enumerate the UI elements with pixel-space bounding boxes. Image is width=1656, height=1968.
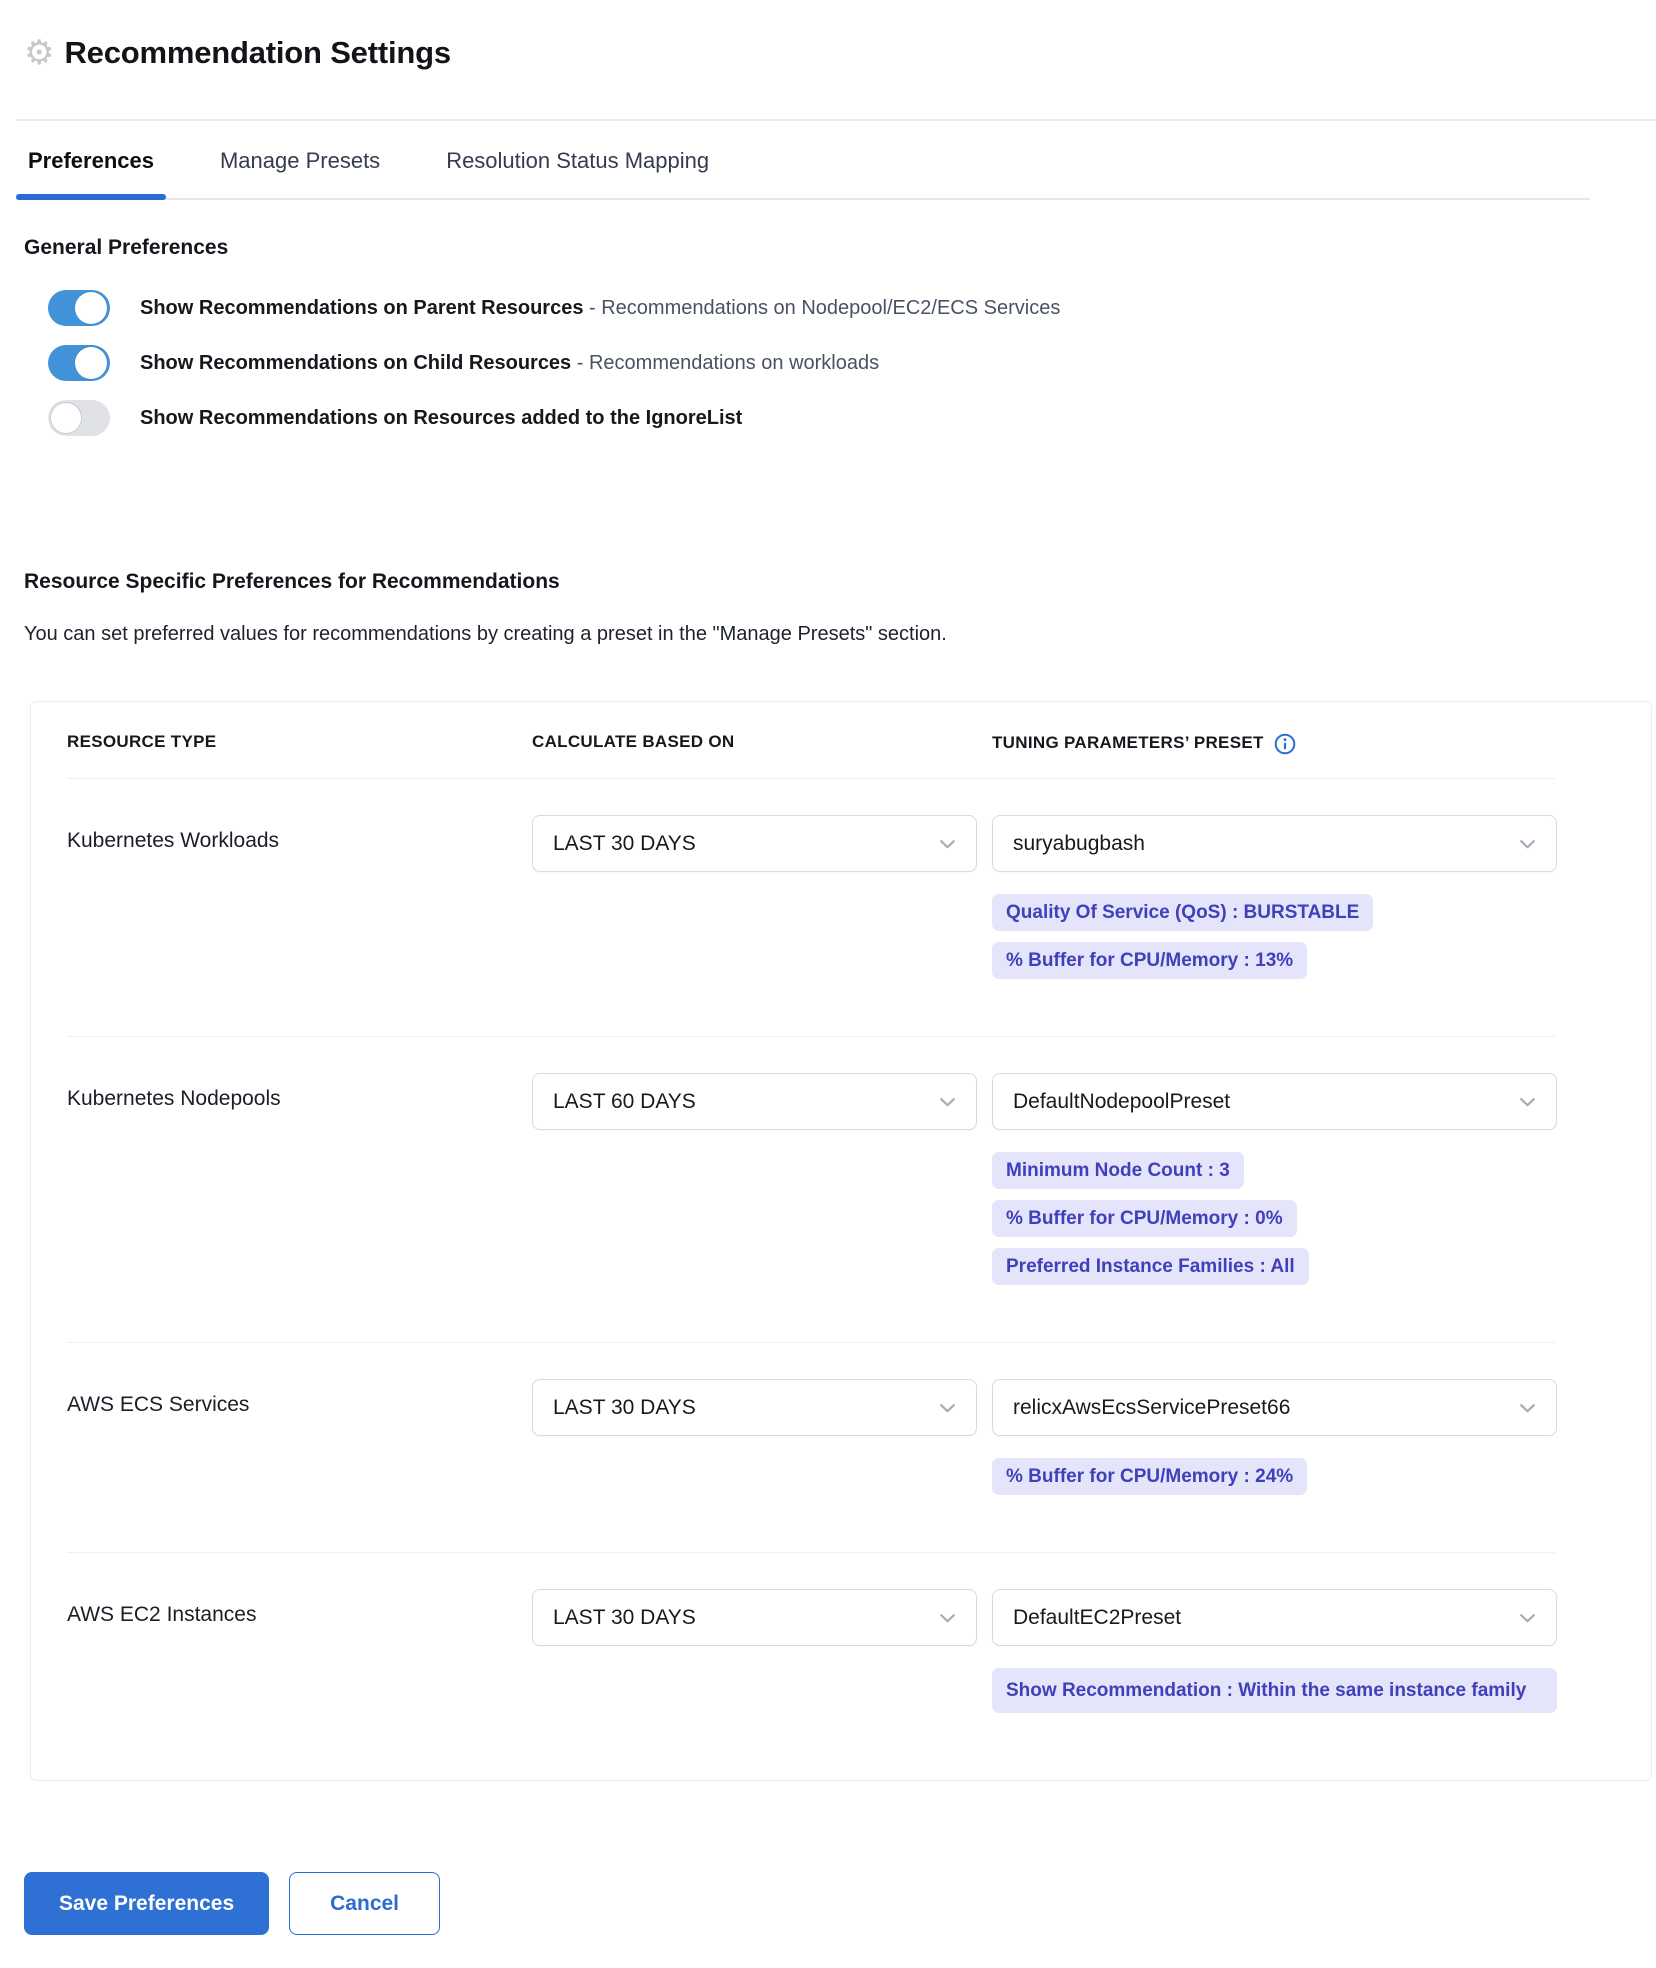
info-icon[interactable]	[1274, 733, 1296, 755]
page-header	[24, 30, 1632, 76]
preset-select[interactable]	[992, 1589, 1557, 1646]
preset-parameter-badges	[992, 1458, 1557, 1506]
preset-parameter-badge: % Buffer for CPU/Memory : 0%	[992, 1200, 1297, 1237]
calculate-based-on-value: LAST 30 DAYS	[553, 831, 696, 855]
calculate-based-on-select[interactable]	[532, 815, 977, 872]
preset-parameter-badges	[992, 1152, 1557, 1296]
column-header-calculate-based-on: CALCULATE BASED ON	[532, 732, 735, 751]
resource-preferences-description: You can set preferred values for recommendations by creating a preset in the "Manage Presets" section.	[24, 623, 947, 645]
chevron-down-icon	[939, 1606, 956, 1630]
toggle-switch[interactable]	[48, 290, 110, 326]
preset-parameter-badge: Quality Of Service (QoS) : BURSTABLE	[992, 894, 1373, 931]
toggle-row	[48, 345, 1632, 381]
chevron-down-icon	[1519, 1090, 1536, 1114]
general-preferences-heading: General Preferences	[24, 236, 229, 259]
preset-select[interactable]	[992, 1073, 1557, 1130]
toggle-label: Show Recommendations on Parent Resources	[140, 296, 584, 319]
preset-select[interactable]	[992, 1379, 1557, 1436]
resource-preferences-table	[30, 701, 1652, 1781]
toggle-row	[48, 290, 1632, 326]
calculate-based-on-value: LAST 30 DAYS	[553, 1605, 696, 1629]
resource-type-label: Kubernetes Workloads	[67, 829, 280, 852]
toggle-label: Show Recommendations on Resources added to the IgnoreList	[140, 406, 743, 429]
column-header-tuning-preset: TUNING PARAMETERS’ PRESET	[992, 732, 1557, 754]
resource-type-label: AWS EC2 Instances	[67, 1603, 257, 1626]
resource-type-label: Kubernetes Nodepools	[67, 1087, 281, 1110]
chevron-down-icon	[939, 1090, 956, 1114]
toggle-list	[48, 290, 1632, 436]
tab-resolution-status-mapping[interactable]: Resolution Status Mapping	[446, 148, 710, 173]
preset-value: DefaultNodepoolPreset	[1013, 1089, 1231, 1113]
chevron-down-icon	[939, 1396, 956, 1420]
chevron-down-icon	[1519, 832, 1536, 856]
tab-manage-presets[interactable]: Manage Presets	[219, 148, 381, 173]
toggle-switch[interactable]	[48, 345, 110, 381]
table-header-row	[67, 732, 1555, 779]
action-buttons	[24, 1872, 440, 1935]
table-row	[67, 779, 1555, 1036]
preset-value: suryabugbash	[1013, 831, 1145, 855]
tab-bar	[16, 121, 1590, 200]
preset-parameter-badge: % Buffer for CPU/Memory : 13%	[992, 942, 1307, 979]
toggle-switch[interactable]	[48, 400, 110, 436]
resource-preferences-heading: Resource Specific Preferences for Recommendations	[24, 570, 560, 593]
toggle-description: - Recommendations on workloads	[576, 351, 880, 374]
toggle-label: Show Recommendations on Child Resources	[140, 351, 572, 374]
chevron-down-icon	[1519, 1396, 1536, 1420]
tab-preferences[interactable]: Preferences	[16, 121, 166, 198]
calculate-based-on-select[interactable]	[532, 1589, 977, 1646]
toggle-description: - Recommendations on Nodepool/EC2/ECS Services	[589, 296, 1061, 319]
preset-parameter-badge: Show Recommendation : Within the same instance family	[992, 1668, 1557, 1713]
resource-type-label: AWS ECS Services	[67, 1393, 250, 1416]
column-header-resource-type: RESOURCE TYPE	[67, 732, 217, 751]
preset-select[interactable]	[992, 815, 1557, 872]
preset-parameter-badges	[992, 894, 1557, 990]
table-row	[67, 1036, 1555, 1342]
table-row	[67, 1342, 1555, 1552]
chevron-down-icon	[939, 832, 956, 856]
toggle-knob	[50, 402, 82, 434]
calculate-based-on-value: LAST 30 DAYS	[553, 1395, 696, 1419]
page-title: Recommendation Settings	[64, 35, 451, 70]
table-body	[67, 779, 1555, 1770]
preset-parameter-badges	[992, 1668, 1557, 1713]
toggle-knob	[75, 347, 107, 379]
save-preferences-button[interactable]: Save Preferences	[24, 1872, 269, 1935]
cancel-button[interactable]: Cancel	[289, 1872, 440, 1935]
calculate-based-on-select[interactable]	[532, 1073, 977, 1130]
preset-value: DefaultEC2Preset	[1013, 1605, 1182, 1629]
toggle-knob	[75, 292, 107, 324]
calculate-based-on-value: LAST 60 DAYS	[553, 1089, 696, 1113]
preset-parameter-badge: % Buffer for CPU/Memory : 24%	[992, 1458, 1307, 1495]
preset-value: relicxAwsEcsServicePreset66	[1013, 1395, 1291, 1419]
calculate-based-on-select[interactable]	[532, 1379, 977, 1436]
toggle-row	[48, 400, 1632, 436]
preset-parameter-badge: Minimum Node Count : 3	[992, 1152, 1244, 1189]
preset-parameter-badge: Preferred Instance Families : All	[992, 1248, 1309, 1285]
gear-icon: ⚙	[24, 34, 55, 72]
table-row	[67, 1552, 1555, 1770]
chevron-down-icon	[1519, 1606, 1536, 1630]
